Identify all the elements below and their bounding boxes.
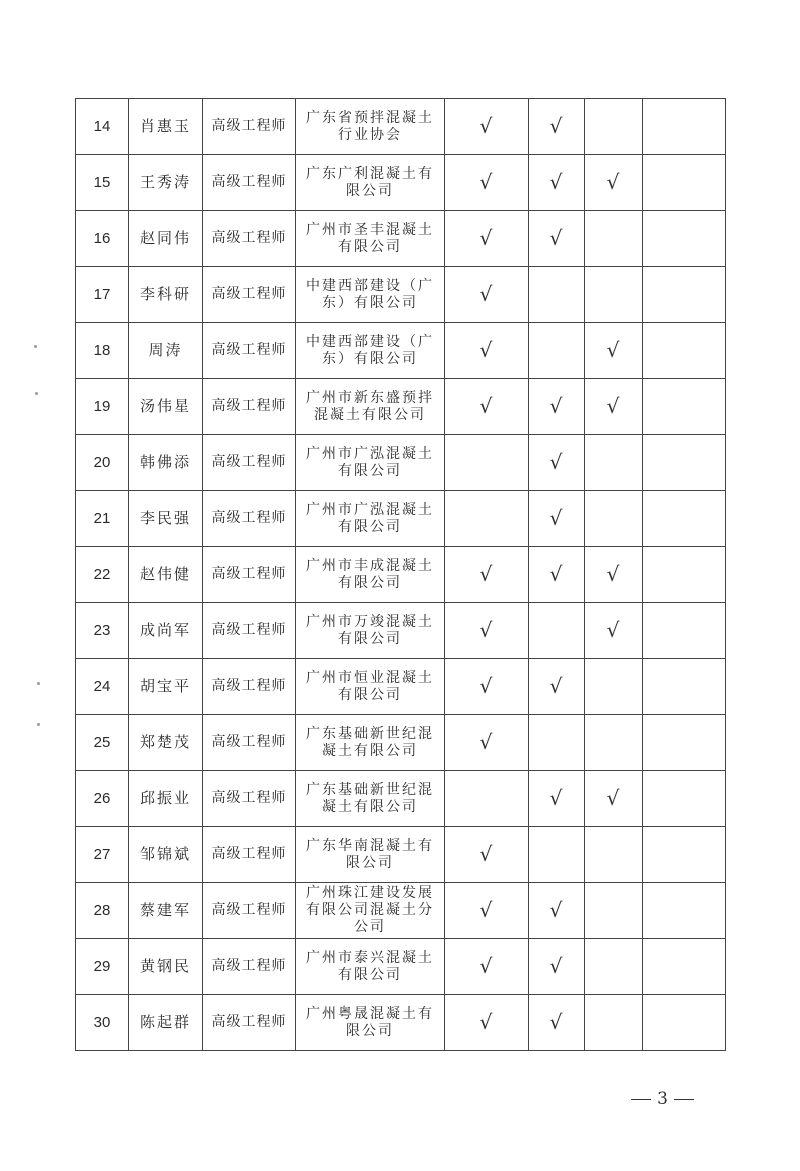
footer-dash-left (631, 1099, 651, 1100)
check-col-2 (529, 827, 585, 883)
check-col-1: √ (445, 883, 529, 939)
check-col-4 (643, 603, 726, 659)
person-name: 汤伟星 (129, 379, 203, 435)
check-col-4 (643, 435, 726, 491)
person-name: 李民强 (129, 491, 203, 547)
check-col-1: √ (445, 267, 529, 323)
check-col-3 (585, 659, 643, 715)
check-col-3: √ (585, 771, 643, 827)
check-col-2: √ (529, 939, 585, 995)
row-number: 21 (76, 491, 129, 547)
table-row (76, 995, 726, 1051)
check-col-1: √ (445, 99, 529, 155)
row-number: 17 (76, 267, 129, 323)
page-number: 3 (657, 1089, 668, 1109)
row-number: 15 (76, 155, 129, 211)
row-number: 14 (76, 99, 129, 155)
check-col-3: √ (585, 323, 643, 379)
check-col-3 (585, 995, 643, 1051)
check-col-4 (643, 883, 726, 939)
organization: 广东省预拌混凝土行业协会 (296, 99, 445, 155)
check-col-1: √ (445, 827, 529, 883)
table-row (76, 715, 726, 771)
organization: 广州市泰兴混凝土有限公司 (296, 939, 445, 995)
table-row (76, 659, 726, 715)
table-row (76, 939, 726, 995)
check-col-1: √ (445, 211, 529, 267)
row-number: 20 (76, 435, 129, 491)
person-name: 李科研 (129, 267, 203, 323)
organization: 广州珠江建设发展有限公司混凝土分公司 (296, 883, 445, 939)
check-col-3 (585, 99, 643, 155)
job-title: 高级工程师 (203, 547, 296, 603)
check-col-2: √ (529, 99, 585, 155)
check-col-1: √ (445, 995, 529, 1051)
row-number: 24 (76, 659, 129, 715)
check-col-2: √ (529, 547, 585, 603)
check-col-3 (585, 939, 643, 995)
person-name: 赵同伟 (129, 211, 203, 267)
check-col-1: √ (445, 379, 529, 435)
job-title: 高级工程师 (203, 323, 296, 379)
job-title: 高级工程师 (203, 659, 296, 715)
check-col-1: √ (445, 547, 529, 603)
table-row (76, 323, 726, 379)
organization: 中建西部建设（广东）有限公司 (296, 267, 445, 323)
organization: 广州市丰成混凝土有限公司 (296, 547, 445, 603)
person-name: 陈起群 (129, 995, 203, 1051)
check-col-3 (585, 491, 643, 547)
organization: 广东广利混凝土有限公司 (296, 155, 445, 211)
check-col-4 (643, 323, 726, 379)
scan-speck (34, 345, 37, 348)
organization: 广州市恒业混凝土有限公司 (296, 659, 445, 715)
check-col-4 (643, 995, 726, 1051)
check-col-4 (643, 715, 726, 771)
check-col-4 (643, 491, 726, 547)
check-col-1 (445, 435, 529, 491)
row-number: 29 (76, 939, 129, 995)
check-col-4 (643, 771, 726, 827)
job-title: 高级工程师 (203, 715, 296, 771)
check-col-3 (585, 267, 643, 323)
personnel-table (75, 98, 726, 1051)
check-col-4 (643, 939, 726, 995)
check-col-1: √ (445, 715, 529, 771)
job-title: 高级工程师 (203, 379, 296, 435)
table-row (76, 379, 726, 435)
row-number: 22 (76, 547, 129, 603)
check-col-2 (529, 715, 585, 771)
table-row (76, 435, 726, 491)
table-row (76, 99, 726, 155)
job-title: 高级工程师 (203, 603, 296, 659)
check-col-4 (643, 547, 726, 603)
check-col-1 (445, 771, 529, 827)
check-col-4 (643, 659, 726, 715)
row-number: 25 (76, 715, 129, 771)
check-col-3: √ (585, 603, 643, 659)
scan-speck (37, 682, 40, 685)
check-col-3: √ (585, 155, 643, 211)
job-title: 高级工程师 (203, 491, 296, 547)
check-col-2: √ (529, 155, 585, 211)
check-col-2: √ (529, 659, 585, 715)
person-name: 成尚军 (129, 603, 203, 659)
person-name: 赵伟健 (129, 547, 203, 603)
check-col-1: √ (445, 323, 529, 379)
table-row (76, 603, 726, 659)
person-name: 胡宝平 (129, 659, 203, 715)
table-row (76, 211, 726, 267)
check-col-2: √ (529, 379, 585, 435)
check-col-2 (529, 267, 585, 323)
check-col-3 (585, 435, 643, 491)
organization: 广州粤晟混凝土有限公司 (296, 995, 445, 1051)
table-row (76, 547, 726, 603)
row-number: 30 (76, 995, 129, 1051)
job-title: 高级工程师 (203, 827, 296, 883)
row-number: 18 (76, 323, 129, 379)
person-name: 邱振业 (129, 771, 203, 827)
table-body (76, 99, 726, 1051)
check-col-2: √ (529, 995, 585, 1051)
organization: 广州市万竣混凝土有限公司 (296, 603, 445, 659)
job-title: 高级工程师 (203, 211, 296, 267)
organization: 广东基础新世纪混凝土有限公司 (296, 715, 445, 771)
job-title: 高级工程师 (203, 99, 296, 155)
person-name: 周涛 (129, 323, 203, 379)
table-row (76, 267, 726, 323)
job-title: 高级工程师 (203, 939, 296, 995)
organization: 广州市新东盛预拌混凝土有限公司 (296, 379, 445, 435)
check-col-3: √ (585, 379, 643, 435)
check-col-4 (643, 827, 726, 883)
organization: 广东基础新世纪混凝土有限公司 (296, 771, 445, 827)
check-col-2: √ (529, 491, 585, 547)
check-col-2: √ (529, 771, 585, 827)
table-row (76, 155, 726, 211)
scan-speck (37, 723, 40, 726)
table-row (76, 771, 726, 827)
job-title: 高级工程师 (203, 155, 296, 211)
person-name: 韩佛添 (129, 435, 203, 491)
check-col-3 (585, 883, 643, 939)
table-row (76, 883, 726, 939)
check-col-1: √ (445, 939, 529, 995)
scan-speck (35, 392, 38, 395)
row-number: 26 (76, 771, 129, 827)
job-title: 高级工程师 (203, 883, 296, 939)
row-number: 27 (76, 827, 129, 883)
page-footer (0, 1089, 700, 1109)
person-name: 黄钢民 (129, 939, 203, 995)
check-col-3 (585, 211, 643, 267)
check-col-1 (445, 491, 529, 547)
check-col-1: √ (445, 155, 529, 211)
organization: 广州市广泓混凝土有限公司 (296, 491, 445, 547)
check-col-1: √ (445, 603, 529, 659)
row-number: 23 (76, 603, 129, 659)
organization: 广州市广泓混凝土有限公司 (296, 435, 445, 491)
job-title: 高级工程师 (203, 771, 296, 827)
job-title: 高级工程师 (203, 267, 296, 323)
check-col-4 (643, 155, 726, 211)
row-number: 19 (76, 379, 129, 435)
check-col-2: √ (529, 883, 585, 939)
check-col-3: √ (585, 547, 643, 603)
check-col-4 (643, 267, 726, 323)
check-col-4 (643, 99, 726, 155)
check-col-1: √ (445, 659, 529, 715)
organization: 中建西部建设（广东）有限公司 (296, 323, 445, 379)
person-name: 邹锦斌 (129, 827, 203, 883)
check-col-2: √ (529, 211, 585, 267)
table-row (76, 827, 726, 883)
check-col-3 (585, 715, 643, 771)
check-col-2 (529, 603, 585, 659)
check-col-4 (643, 211, 726, 267)
job-title: 高级工程师 (203, 995, 296, 1051)
check-col-2 (529, 323, 585, 379)
person-name: 郑楚茂 (129, 715, 203, 771)
table-row (76, 491, 726, 547)
person-name: 王秀涛 (129, 155, 203, 211)
check-col-4 (643, 379, 726, 435)
job-title: 高级工程师 (203, 435, 296, 491)
row-number: 16 (76, 211, 129, 267)
check-col-2: √ (529, 435, 585, 491)
row-number: 28 (76, 883, 129, 939)
check-col-3 (585, 827, 643, 883)
footer-dash-right (674, 1099, 694, 1100)
organization: 广东华南混凝土有限公司 (296, 827, 445, 883)
person-name: 蔡建军 (129, 883, 203, 939)
person-name: 肖惠玉 (129, 99, 203, 155)
organization: 广州市圣丰混凝土有限公司 (296, 211, 445, 267)
